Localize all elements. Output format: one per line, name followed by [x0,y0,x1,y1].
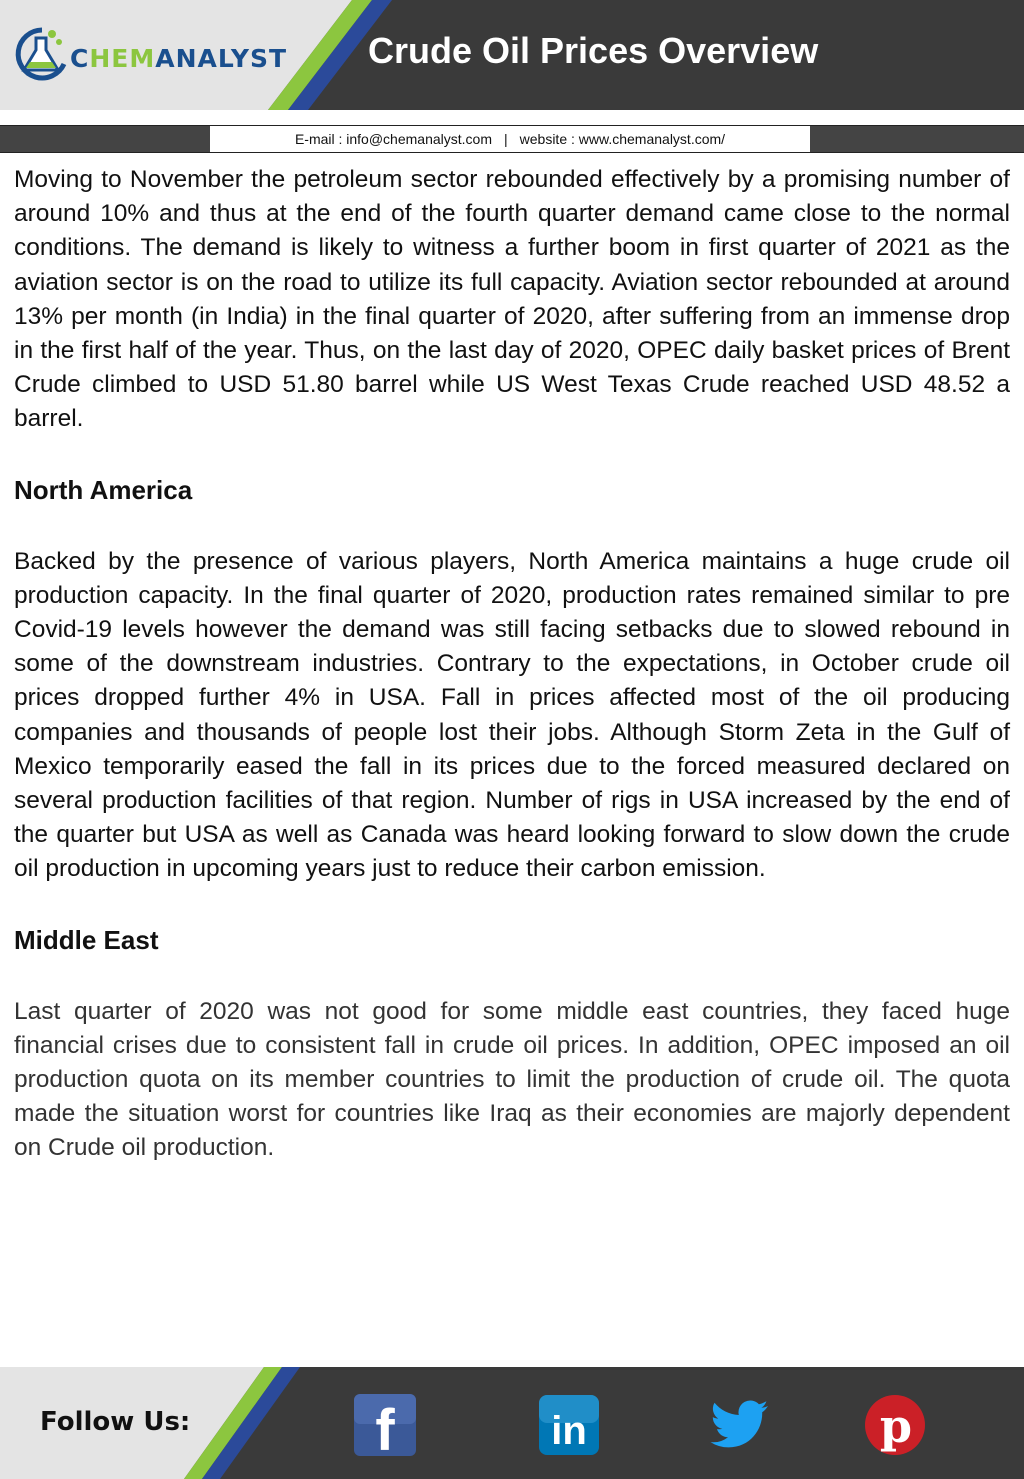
north-america-paragraph: Backed by the presence of various players, North America maintains a huge crude oil production capacity. In the final quarter of 2020, production rates remained similar to pre Covid-19 levels however the demand was still facing setbacks due to slowed rebound in some of the downstream industries. Contrary to the expectations, in October crude oil prices dropped further 4% in USA. Fall in prices affected most of the oil producing companies and thousands of people lost their jobs. Although Storm Zeta in the Gulf of Mexico temporarily eased the fall in its prices due to the forced measured declared on several production facilities of that region. Number of rigs in USA increased by the end of the quarter but USA as well as Canada was heard looking forward to slow down the crude oil production in upcoming years just to reduce their carbon emission. [14,547,1010,883]
flask-logo-icon [12,24,72,86]
section-heading-middle-east: Middle East [14,924,159,955]
linkedin-icon[interactable] [536,1392,602,1458]
svg-text:f: f [375,1398,395,1458]
chemanalyst-logo[interactable] [12,24,302,86]
article-body [14,163,1010,1166]
follow-us-label: Follow Us: [40,1407,191,1437]
section-heading-north-america: North America [14,474,193,505]
email-link[interactable]: E-mail : info@chemanalyst.com [294,131,492,147]
svg-text:in: in [551,1409,587,1453]
twitter-icon[interactable] [708,1392,774,1458]
page-header [0,0,1024,110]
pinterest-icon[interactable] [862,1392,928,1458]
contact-info [210,126,810,152]
contact-bar [0,125,1024,153]
facebook-icon[interactable] [352,1392,418,1458]
contact-separator: | [504,131,508,147]
svg-text:p: p [879,1399,913,1453]
intro-paragraph: Moving to November the petroleum sector rebounded effectively by a promising number of around 10% and thus at the end of the fourth quarter demand came close to the normal conditions. The demand is likely to witness a further boom in first quarter of 2021 as the aviation sector is on the road to utilize its full capacity. Aviation sector rebounded at around 13% per month (in India) in the final quarter of 2020, after suffering from an immense drop in the first half of the year. Thus, on the last day of 2020, OPEC daily basket prices of Brent Crude climbed to USD 51.80 barrel while US West Texas Crude reached USD 48.52 a barrel. [14,166,1010,433]
logo-wordmark: CHEMANALYST [70,44,288,73]
middle-east-paragraph: Last quarter of 2020 was not good for some middle east countries, they faced huge financial crises due to consistent fall in crude oil prices. In addition, OPEC imposed an oil production quota on its member countries to limit the production of crude oil. The quota made the situation worst for countries like Iraq as their economies are majorly dependent on Crude oil production. [14,997,1010,1162]
page-title: Crude Oil Prices Overview [368,30,819,71]
page-footer [0,1367,1024,1479]
website-link[interactable]: website : www.chemanalyst.com/ [519,131,726,147]
